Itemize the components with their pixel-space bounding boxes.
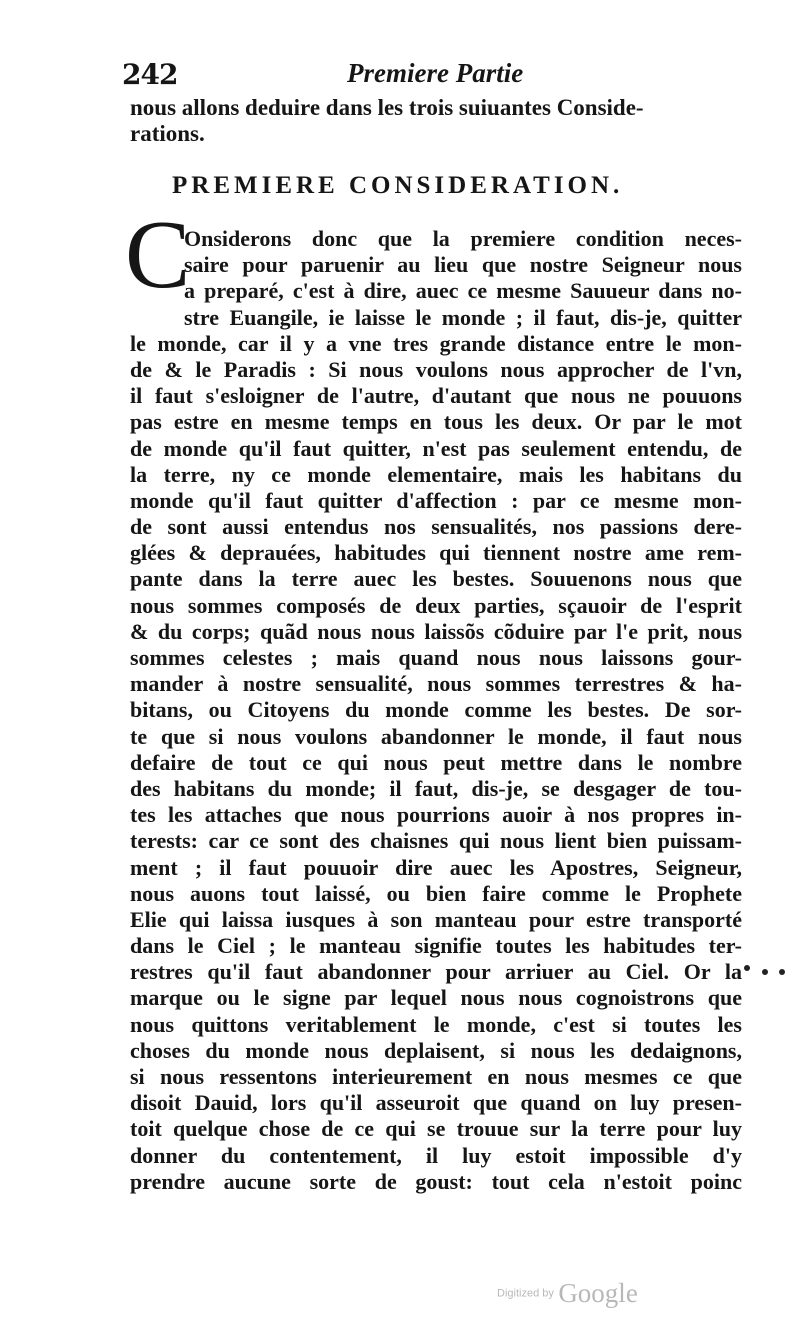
text-line: le monde, car il y a vne tres grande distance entre le mon- bbox=[130, 330, 742, 356]
text-line: & du corps; quãd nous nous laissõs cõduire par l'e prit, nous bbox=[130, 618, 742, 644]
text-line: Onsiderons donc que la premiere condition neces- bbox=[184, 226, 742, 251]
body-text bbox=[130, 226, 742, 1195]
text-line: de sont aussi entendus nos sensualités, nos passions dere- bbox=[130, 514, 742, 540]
text-line: glées & deprauées, habitudes qui tiennent nostre ame rem- bbox=[130, 540, 742, 566]
text-line: sommes celestes ; mais quand nous nous laissons gour- bbox=[130, 645, 742, 670]
drop-cap: C bbox=[125, 201, 191, 309]
text-line: disoit Dauid, lors qu'il asseuroit que quand on luy presen- bbox=[130, 1090, 742, 1116]
text-line: monde qu'il faut quitter d'affection : par ce mesme mon- bbox=[130, 487, 742, 513]
margin-dot bbox=[744, 965, 750, 971]
text-line: stre Euangile, ie laisse le monde ; il faut, dis-je, quitter bbox=[184, 304, 742, 330]
text-line: nous auons tout laissé, ou bien faire comme le Prophete bbox=[130, 880, 742, 906]
text-line: des habitans du monde; il faut, dis-je, se desgager de tou- bbox=[130, 775, 742, 801]
text-line: toit quelque chose de ce qui se trouue sur la terre pour luy bbox=[130, 1116, 742, 1142]
text-line: nous quittons veritablement le monde, c'est si toutes les bbox=[130, 1011, 742, 1037]
text-line: dans le Ciel ; le manteau signifie toutes les habitudes ter- bbox=[130, 933, 742, 959]
running-head bbox=[122, 58, 742, 94]
watermark-brand: Google bbox=[558, 1278, 638, 1308]
text-line: terests: car ce sont des chaisnes qui nous lient bien puissam- bbox=[130, 828, 742, 854]
margin-dot bbox=[762, 969, 768, 975]
text-line: marque ou le signe par lequel nous nous cognoistrons que bbox=[130, 985, 742, 1011]
section-heading: PREMIERE CONSIDERATION. bbox=[172, 172, 624, 199]
carryover-line: rations. bbox=[130, 121, 205, 146]
text-line: pante dans la terre auec les bestes. Souuenons nous que bbox=[130, 566, 742, 592]
text-line: prendre aucune sorte de goust: tout cela n'estoit poinc bbox=[130, 1168, 742, 1194]
text-line: te que si nous voulons abandonner le monde, il faut nous bbox=[130, 723, 742, 749]
text-line: nous sommes composés de deux parties, sçauoir de l'esprit bbox=[130, 592, 742, 618]
text-line: restres qu'il faut abandonner pour arriuer au Ciel. Or la bbox=[130, 959, 742, 985]
page-number: 242 bbox=[122, 58, 178, 91]
text-line: a preparé, c'est à dire, auec ce mesme Sauueur dans no- bbox=[184, 278, 742, 304]
text-line: il faut s'esloigner de l'autre, d'autant que nous ne pouuons bbox=[130, 383, 742, 409]
text-line: ment ; il faut pouuoir dire auec les Apostres, Seigneur, bbox=[130, 854, 742, 880]
text-line: bitans, ou Citoyens du monde comme les bestes. De sor- bbox=[130, 697, 742, 723]
carryover-line: nous allons deduire dans les trois suiuantes Conside- bbox=[130, 95, 644, 120]
text-line: Elie qui laissa iusques à son manteau pour estre transporté bbox=[130, 906, 742, 932]
text-line: tes les attaches que nous pourrions auoir à nos propres in- bbox=[130, 802, 742, 828]
watermark-prefix: Digitized by bbox=[497, 1287, 554, 1300]
margin-dot bbox=[779, 969, 785, 975]
text-line: mander à nostre sensualité, nous sommes terrestres & ha- bbox=[130, 671, 742, 697]
text-line: choses du monde nous deplaisent, si nous les dedaignons, bbox=[130, 1037, 742, 1063]
text-line: pas estre en mesme temps en tous les deux. Or par le mot bbox=[130, 409, 742, 435]
text-line: la terre, ny ce monde elementaire, mais les habitans du bbox=[130, 461, 742, 487]
text-line: donner du contentement, il luy estoit impossible d'y bbox=[130, 1142, 742, 1168]
text-line: si nous ressentons interieurement en nous mesmes ce que bbox=[130, 1064, 742, 1089]
text-line: de monde qu'il faut quitter, n'est pas seulement entendu, de bbox=[130, 435, 742, 461]
digitized-watermark bbox=[497, 1278, 638, 1309]
text-line: de & le Paradis : Si nous voulons nous approcher de l'vn, bbox=[130, 356, 742, 382]
text-line: saire pour paruenir au lieu que nostre Seigneur nous bbox=[184, 252, 742, 278]
text-line: defaire de tout ce qui nous peut mettre dans le nombre bbox=[130, 749, 742, 775]
running-title: Premiere Partie bbox=[347, 58, 524, 88]
